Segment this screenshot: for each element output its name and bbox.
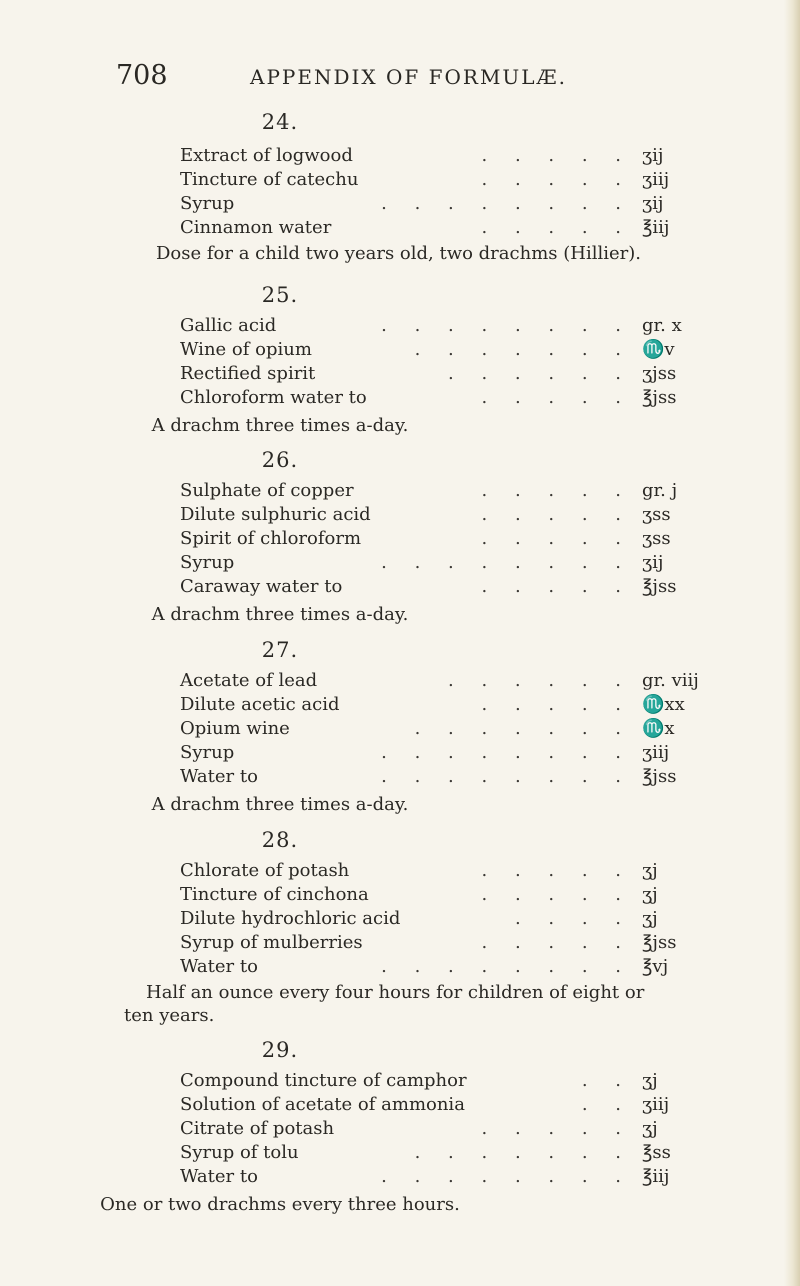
leader-dots: . . . . . [481,145,632,166]
ingredient-row [0,217,800,241]
ingredient-name: Spirit of chloroform [180,528,362,549]
ingredient-name: Syrup [180,552,235,573]
ingredient-name: Dilute hydrochloric acid [180,908,401,929]
formula-number: 27. [261,638,299,662]
leader-dots: . . . . . [481,1118,632,1139]
ingredient-name: Tincture of cinchona [180,884,369,905]
leader-dots: . . . . . [481,576,632,597]
ingredient-name: Chlorate of potash [180,860,350,881]
ingredient-quantity: ♏xx [642,694,685,715]
leader-dots: . . . . . . . [414,339,632,360]
leader-dots: . . . . . [481,528,632,549]
leader-dots: . . . . . [481,884,632,905]
ingredient-quantity: ♏x [642,718,675,739]
ingredient-row [0,528,800,552]
leader-dots: . . . . . . . . [381,1166,632,1187]
ingredient-name: Syrup [180,193,235,214]
ingredient-name: Dilute sulphuric acid [180,504,371,525]
ingredient-quantity: ℥jss [642,766,677,787]
ingredient-quantity: ℥jss [642,576,677,597]
ingredient-quantity: ʒss [642,504,671,525]
ingredient-row [0,1070,800,1094]
ingredient-quantity: ʒiij [642,169,670,190]
ingredient-row [0,884,800,908]
leader-dots: . . . . . . [448,363,632,384]
ingredient-name: Syrup [180,742,235,763]
ingredient-quantity: ʒj [642,860,658,881]
dosage-note: A drachm three times a-day. [151,415,409,436]
leader-dots: . . . . . [481,860,632,881]
ingredient-name: Cinnamon water [180,217,332,238]
ingredient-quantity: gr. viij [642,670,699,691]
ingredient-row [0,145,800,169]
ingredient-quantity: ℥jss [642,387,677,408]
ingredient-row [0,1166,800,1190]
ingredient-name: Gallic acid [180,315,277,336]
ingredient-row [0,742,800,766]
ingredient-name: Sulphate of copper [180,480,354,501]
ingredient-name: Extract of logwood [180,145,353,166]
ingredient-quantity: ʒiij [642,742,670,763]
leader-dots: . . . . . [481,217,632,238]
ingredient-quantity: ℥iij [642,217,670,238]
ingredient-name: Opium wine [180,718,290,739]
ingredient-quantity: gr. x [642,315,682,336]
leader-dots: . . . . . . . . [381,315,632,336]
ingredient-row [0,363,800,387]
leader-dots: . . . . . [481,932,632,953]
ingredient-name: Chloroform water to [180,387,367,408]
dosage-note: A drachm three times a-day. [151,794,409,815]
dosage-note: One or two drachms every three hours. [100,1194,460,1215]
ingredient-quantity: ʒiij [642,1094,670,1115]
ingredient-name: Citrate of potash [180,1118,335,1139]
leader-dots: . . . . . [481,169,632,190]
ingredient-quantity: ℥iij [642,1166,670,1187]
leader-dots: . . . . . . . . [381,552,632,573]
leader-dots: . . . . . . . . [381,742,632,763]
ingredient-quantity: ʒj [642,908,658,929]
ingredient-row [0,1094,800,1118]
ingredient-quantity: ♏v [642,339,675,360]
ingredient-row [0,169,800,193]
ingredient-row [0,193,800,217]
ingredient-row [0,315,800,339]
ingredient-name: Syrup of mulberries [180,932,363,953]
ingredient-row [0,766,800,790]
ingredient-row [0,718,800,742]
ingredient-row [0,504,800,528]
leader-dots: . . . . . [481,694,632,715]
page-number: 708 [116,60,168,91]
ingredient-row [0,860,800,884]
ingredient-row [0,576,800,600]
ingredient-row [0,932,800,956]
ingredient-quantity: ʒj [642,1118,658,1139]
ingredient-quantity: ʒij [642,145,664,166]
leader-dots: . . . . . . [448,670,632,691]
running-head: APPENDIX OF FORMULÆ. [250,65,567,89]
ingredient-row [0,339,800,363]
dosage-note-line: ten years. [124,1005,215,1026]
leader-dots: . . . . . . . . [381,193,632,214]
ingredient-quantity: ℥vj [642,956,669,977]
dosage-note: Dose for a child two years old, two drachms (Hillier). [156,243,641,264]
leader-dots: . . . . . [481,480,632,501]
ingredient-name: Caraway water to [180,576,343,597]
ingredient-name: Water to [180,956,258,977]
ingredient-quantity: ʒij [642,552,664,573]
page-header [0,60,800,100]
formula-number: 24. [261,110,299,134]
ingredient-name: Rectified spirit [180,363,316,384]
leader-dots: . . . . . [481,504,632,525]
formula-number: 28. [261,828,299,852]
ingredient-quantity: ʒss [642,528,671,549]
ingredient-row [0,670,800,694]
ingredient-row [0,694,800,718]
ingredient-row [0,1118,800,1142]
ingredient-row [0,387,800,411]
ingredient-name: Dilute acetic acid [180,694,340,715]
ingredient-row [0,1142,800,1166]
formula-number: 26. [261,448,299,472]
ingredient-row [0,956,800,980]
formula-number: 29. [261,1038,299,1062]
leader-dots: . . [581,1070,632,1091]
leader-dots: . . . . . . . [414,1142,632,1163]
leader-dots: . . . . . . . . [381,956,632,977]
leader-dots: . . . . . . . . [381,766,632,787]
ingredient-row [0,480,800,504]
ingredient-quantity: ℥ss [642,1142,671,1163]
leader-dots: . . . . . . . [414,718,632,739]
leader-dots: . . . . . [481,387,632,408]
ingredient-row [0,552,800,576]
ingredient-name: Acetate of lead [180,670,318,691]
ingredient-name: Tincture of catechu [180,169,359,190]
formula-number: 25. [261,283,299,307]
ingredient-quantity: ʒj [642,1070,658,1091]
leader-dots: . . . . [514,908,632,929]
ingredient-name: Water to [180,766,258,787]
ingredient-name: Water to [180,1166,258,1187]
ingredient-name: Solution of acetate of ammonia [180,1094,465,1115]
ingredient-name: Compound tincture of camphor [180,1070,467,1091]
dosage-note-line: Half an ounce every four hours for children of eight or [146,982,645,1003]
dosage-note: A drachm three times a-day. [151,604,409,625]
ingredient-name: Syrup of tolu [180,1142,299,1163]
ingredient-quantity: ʒjss [642,363,677,384]
ingredient-quantity: ʒj [642,884,658,905]
ingredient-name: Wine of opium [180,339,312,360]
leader-dots: . . [581,1094,632,1115]
ingredient-quantity: ℥jss [642,932,677,953]
ingredient-row [0,908,800,932]
ingredient-quantity: gr. j [642,480,678,501]
ingredient-quantity: ʒij [642,193,664,214]
